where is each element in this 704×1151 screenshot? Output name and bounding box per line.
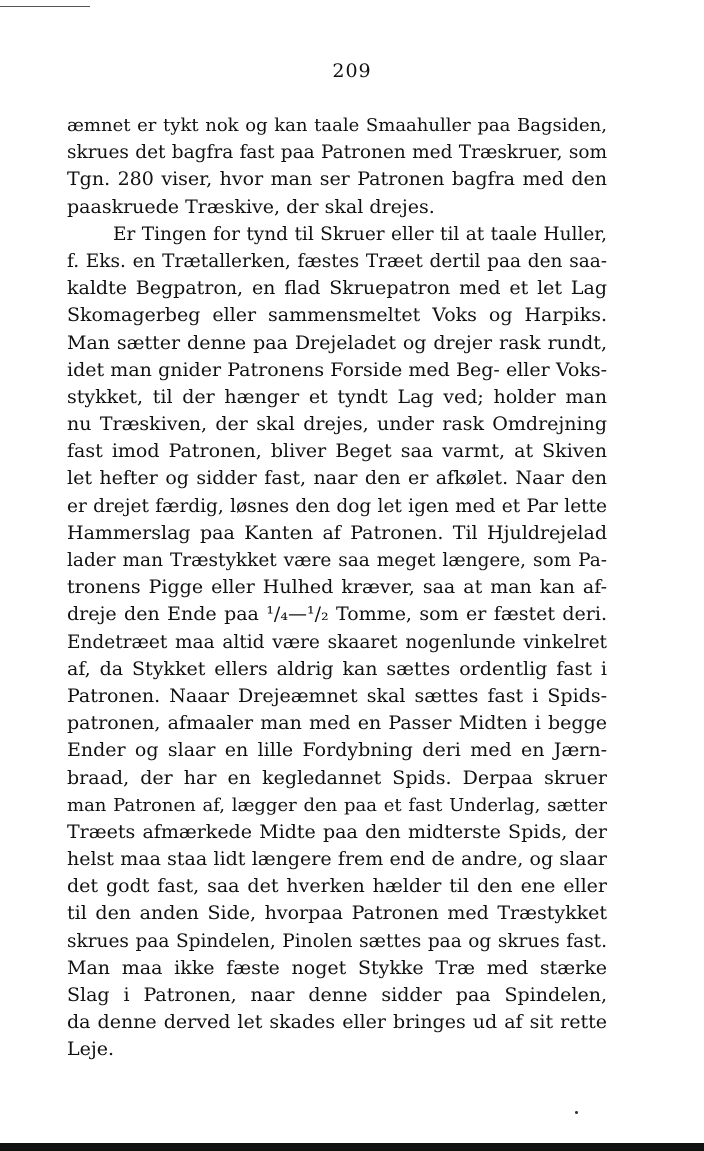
text-line: nu Træskiven, der skal drejes, under rask Omdrejning [67,413,607,436]
text-line: braad, der har en kegledannet Spids. Derpaa skruer [67,766,607,789]
text-line: paaskruede Træskive, der skal drejes. [67,195,435,218]
text-line: det godt fast, saa det hverken hælder til den ene eller [67,875,607,898]
text-line: Ender og slaar en lille Fordybning deri med en Jærn- [67,739,607,762]
text-line: Hammerslag paa Kanten af Patronen. Til Hjuldrejelad [67,521,607,544]
text-line: f. Eks. en Trætallerken, fæstes Træet dertil paa den saa- [67,250,607,272]
paragraph-start-line: Er Tingen for tynd til Skruer eller til at taale Huller, [113,223,607,245]
body-text [67,112,607,1064]
text-line: kaldte Begpatron, en flad Skruepatron med et let Lag [67,277,607,300]
text-line: Man maa ikke fæste noget Stykke Træ med stærke [67,956,607,979]
text-line: af, da Stykket ellers aldrig kan sættes ordentlig fast i [67,657,607,680]
page-number: 209 [332,60,372,82]
text-line: lader man Træstykket være saa meget længere, som Pa- [67,550,607,571]
text-line: stykket, til der hænger et tyndt Lag ved; holder man [67,385,607,408]
text-line: æmnet er tykt nok og kan taale Smaahuller paa Bagsiden, [67,115,607,136]
text-line: helst maa staa lidt længere frem end de andre, og slaar [67,848,607,871]
speck-mark [575,1111,578,1114]
text-line: da denne derved let skades eller bringes ud af sit rette [67,1011,607,1034]
text-line: Patronen. Naaar Drejeæmnet skal sættes fast i Spids- [67,684,607,707]
text-line: Endetræet maa altid være skaaret nogenlunde vinkelret [67,631,607,653]
top-rule [0,6,90,7]
text-line: til den anden Side, hvorpaa Patronen med Træstykket [67,902,607,925]
text-line: Træets afmærkede Midte paa den midterste Spids, der [67,820,607,843]
text-line: skrues det bagfra fast paa Patronen med Træskruer, som [67,142,607,164]
text-line: let hefter og sidder fast, naar den er afkølet. Naar den [67,467,607,490]
text-line: Leje. [67,1038,115,1061]
text-line: fast imod Patronen, bliver Beget saa varmt, at Skiven [67,440,607,463]
text-line: tronens Pigge eller Hulhed kræver, saa at man kan af- [67,576,607,599]
scan-edge-bar [0,1143,704,1151]
text-line: Slag i Patronen, naar denne sidder paa Spindelen, [67,984,607,1006]
text-line: patronen, afmaaler man med en Passer Midten i begge [67,712,607,735]
text-line: er drejet færdig, løsnes den dog let igen med et Par lette [67,495,607,517]
text-line: skrues paa Spindelen, Pinolen sættes paa og skrues fast. [67,930,607,952]
text-line: Skomagerbeg eller sammensmeltet Voks og Harpiks. [67,304,607,327]
text-line: Man sætter denne paa Drejeladet og drejer rask rundt, [67,331,607,354]
text-line: dreje den Ende paa ¹/₄—¹/₂ Tomme, som er fæstet deri. [67,603,607,626]
text-line: idet man gnider Patronens Forside med Beg- eller Voks- [67,358,607,381]
text-line: Tgn. 280 viser, hvor man ser Patronen bagfra med den [67,168,607,191]
text-line: man Patronen af, lægger den paa et fast Underlag, sætter [67,794,607,816]
